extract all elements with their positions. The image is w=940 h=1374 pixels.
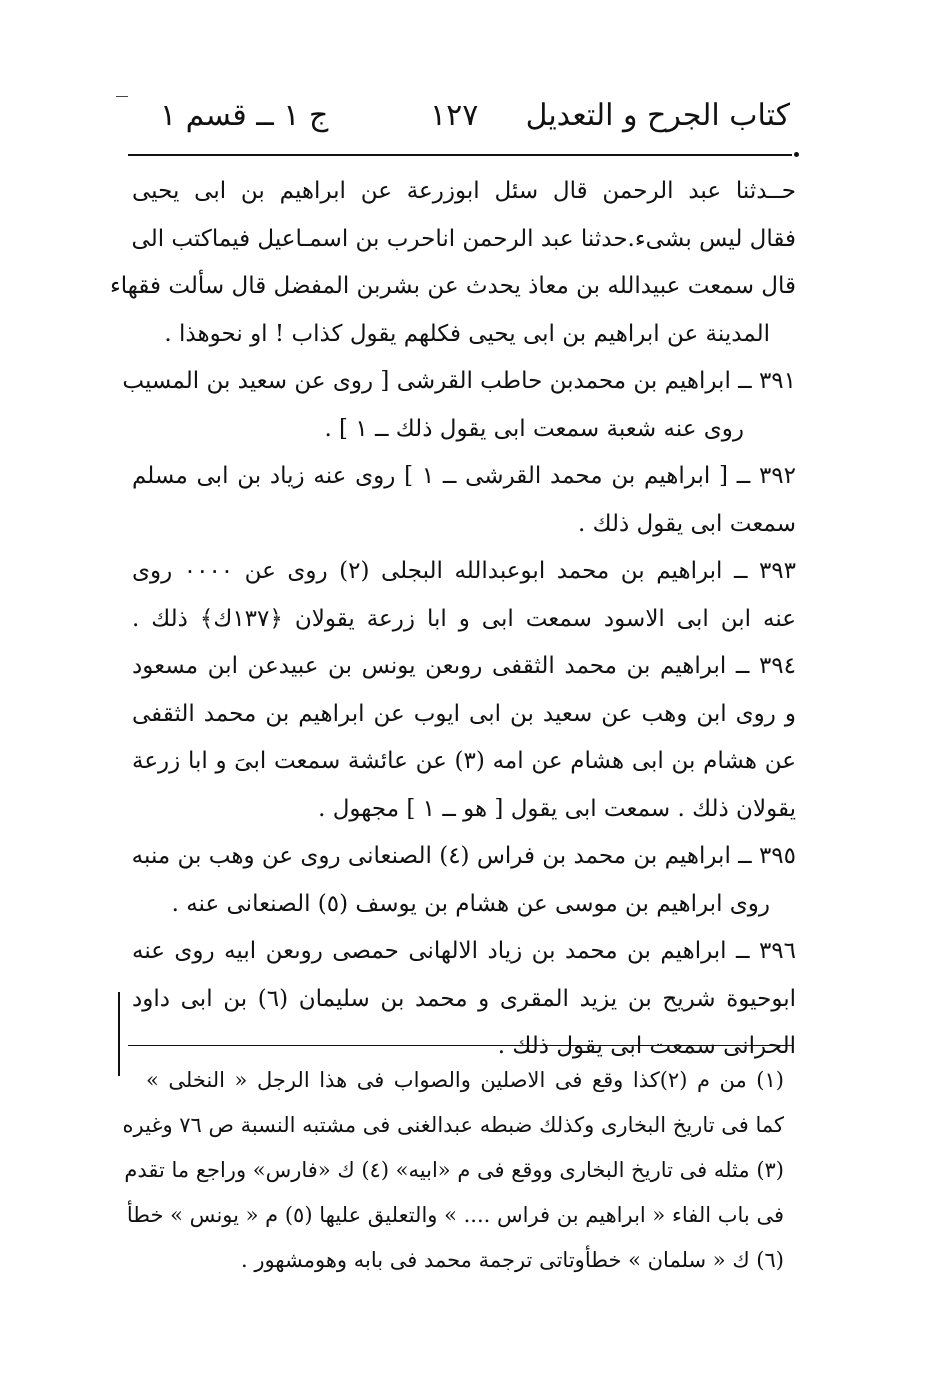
entry-391: ٣٩١ ــ ابراهيم بن محمدبن حاطب القرشى [ روى عن سعيد بن المسيب — [122, 368, 796, 394]
footnote-rule — [128, 1045, 792, 1046]
margin-mark — [118, 992, 120, 1076]
volume-label: ج ١ ــ قسم ١ — [160, 98, 329, 133]
book-title: كتاب الجرح و التعديل — [525, 98, 790, 133]
text-line: قال سمعت عبيدالله بن معاذ يحدث عن بشربن المفضل قال سألت فقهاء — [109, 273, 796, 299]
entry-392: ٣٩٢ ــ [ ابراهيم بن محمد القرشى ــ ١ ] روى عنه زياد بن ابى مسلم — [132, 463, 796, 489]
text-line: الحرانى سمعت ابى يقول ذلك . — [497, 1033, 796, 1059]
footnotes — [122, 1058, 784, 1283]
text-line: فقال ليس بشىء.حدثنا عبد الرحمن اناحرب بن اسمـاعيل فيماكتب الى — [131, 225, 796, 252]
main-text — [109, 168, 797, 1071]
entry-393: ٣٩٣ ــ ابراهيم بن محمد ابوعبدالله البجلى (٢) روى عن ٠٠٠٠ روى — [132, 558, 797, 584]
footnote-line: (١) من م (٢)كذا وقع فى الاصلين والصواب فى هذا الرجل « النخلى » — [146, 1068, 784, 1092]
running-header — [130, 98, 790, 146]
text-line: حــدثنا عبد الرحمن قال سئل ابوزرعة عن ابراهيم بن ابى يحيى — [132, 178, 796, 204]
text-line: روى عنه شعبة سمعت ابى يقول ذلك ــ ١ ] . — [324, 415, 744, 442]
text-line: عنه ابن ابى الاسود سمعت ابى و ابا زرعة يقولان ﴿١٣٧ك﴾ ذلك . — [132, 605, 796, 632]
text-line: روى ابراهيم بن موسى عن هشام بن يوسف (٥) الصنعانى عنه . — [171, 890, 770, 917]
entry-396: ٣٩٦ ــ ابراهيم بن محمد بن زياد الالهانى حمصى روىعن ابيه روى عنه — [132, 938, 796, 964]
page-number: ١٢٧ — [430, 98, 479, 133]
footnote-line: كما فى تاريخ البخارى وكذلك ضبطه عبدالغنى فى مشتبه النسبة ص ٧٦ وغيره — [122, 1113, 784, 1137]
text-line: سمعت ابى يقول ذلك . — [577, 510, 796, 537]
margin-tick — [116, 96, 128, 97]
entry-394: ٣٩٤ ــ ابراهيم بن محمد الثقفى روىعن يونس بن عبيدعن ابن مسعود — [132, 653, 796, 679]
footnote-line: (٦) ك « سلمان » خطأوتاتى ترجمة محمد فى بابه وهومشهور . — [240, 1248, 784, 1272]
footnote-line: (٣) مثله فى تاريخ البخارى ووقع فى م «ابيه» (٤) ك «فارس» وراجع ما تقدم — [124, 1158, 784, 1182]
text-line: ابوحيوة شريح بن يزيد المقرى و محمد بن سليمان (٦) بن ابى داود — [132, 985, 796, 1012]
header-rule — [128, 154, 792, 156]
entry-395: ٣٩٥ ــ ابراهيم بن محمد بن فراس (٤) الصنعانى روى عن وهب بن منبه — [131, 843, 796, 869]
text-line: المدينة عن ابراهيم بن ابى يحيى فكلهم يقول كذاب ! او نحوهذا . — [164, 320, 770, 347]
text-line: و روى ابن وهب عن سعيد بن ابى ايوب عن ابراهيم بن محمد الثقفى — [132, 700, 796, 727]
footnote-line: فى باب الفاء « ابراهيم بن فراس .... » والتعليق عليها (٥) م « يونس » خطأ — [126, 1203, 784, 1227]
text-line: يقولان ذلك . سمعت ابى يقول [ هو ــ ١ ] مجهول . — [318, 795, 796, 822]
text-line: عن هشام بن ابى هشام عن امه (٣) عن عائشة سمعت ابىَ و ابا زرعة — [132, 748, 796, 774]
header-rule-dot — [794, 152, 799, 157]
